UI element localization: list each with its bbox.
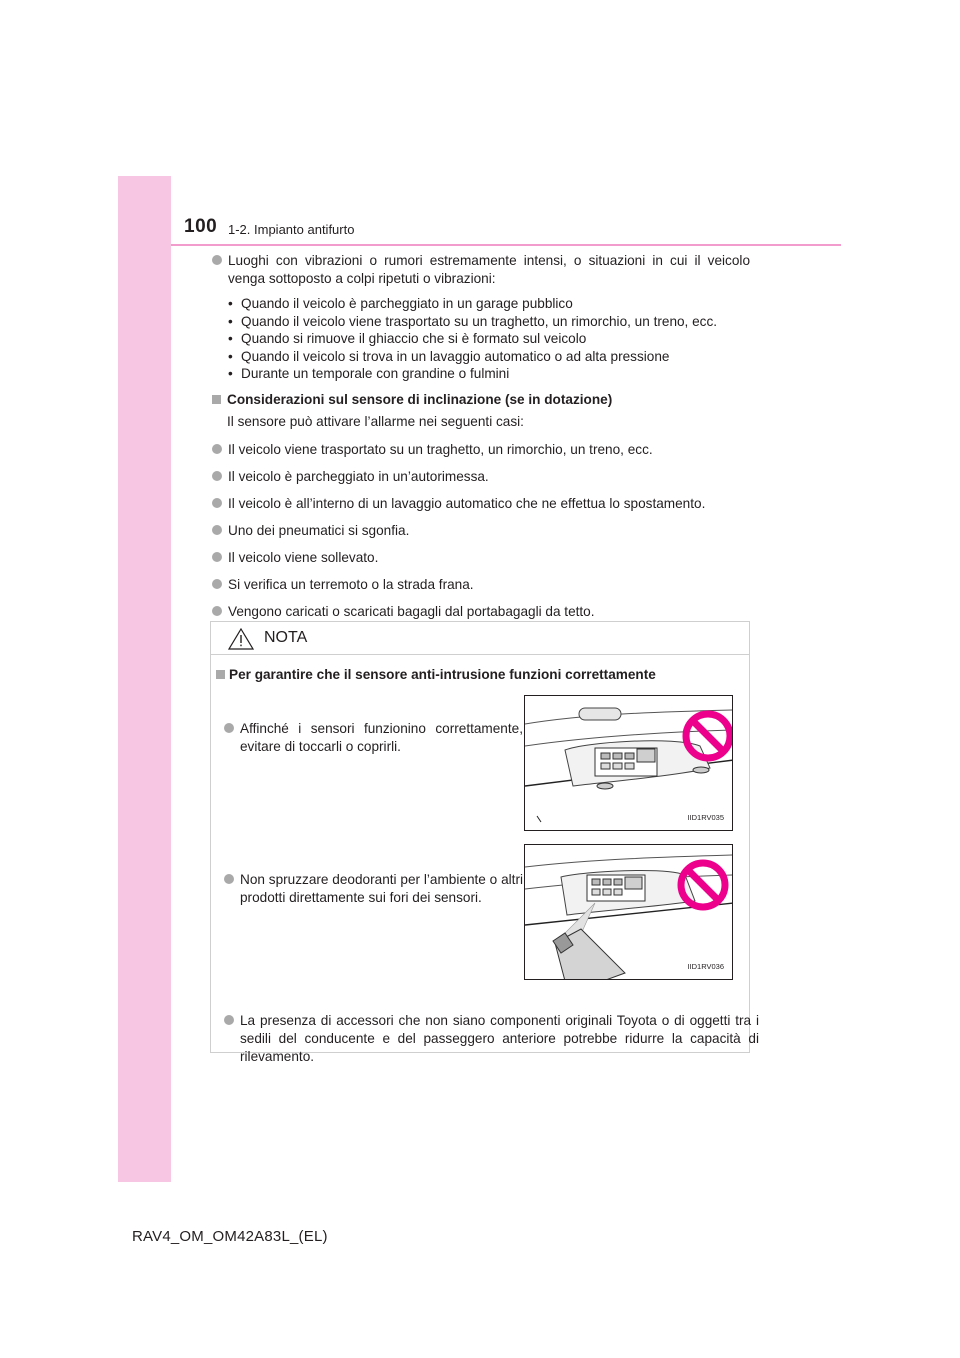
nota-box xyxy=(210,621,759,1064)
document-code: RAV4_OM_OM42A83L_(EL) xyxy=(132,1228,328,1245)
header-rule xyxy=(171,244,841,246)
list-item: Il veicolo è parcheggiato in un’autorimessa. xyxy=(212,468,750,486)
list-item: Non spruzzare deodoranti per l’ambiente o altri prodotti direttamente sui fori dei sensori. xyxy=(224,871,523,907)
list-item: Uno dei pneumatici si sgonfia. xyxy=(212,522,750,540)
sub-list-item: • Durante un temporale con grandine o fulmini xyxy=(228,365,750,383)
bullet-icon xyxy=(212,606,222,616)
sub-list xyxy=(228,295,750,383)
nota-body xyxy=(211,654,759,1064)
nota-heading: Per garantire che il sensore anti-intrusione funzioni correttamente xyxy=(216,666,749,684)
list-item: Luoghi con vibrazioni o rumori estremamente intensi, o situazioni in cui il veicolo venga sottoposto a colpi ripetuti o vibrazioni: xyxy=(212,252,750,288)
bullet-icon xyxy=(212,444,222,454)
tilt-sensor-intro: Il sensore può attivare l’allarme nei seguenti casi: xyxy=(227,413,524,429)
sub-list-item: • Quando il veicolo si trova in un lavaggio automatico o ad alta pressione xyxy=(228,348,750,366)
sub-list-item: • Quando il veicolo è parcheggiato in un garage pubblico xyxy=(228,295,750,313)
list-item: Il veicolo viene sollevato. xyxy=(212,549,750,567)
illustration-sensor-touch xyxy=(524,695,733,831)
list-item: Il veicolo è all’interno di un lavaggio automatico che ne effettua lo spostamento. xyxy=(212,495,750,513)
list-item: Il veicolo viene trasportato su un traghetto, un rimorchio, un treno, ecc. xyxy=(212,441,750,459)
square-bullet-icon xyxy=(212,395,221,404)
bullet-icon xyxy=(212,498,222,508)
list-item: Vengono caricati o scaricati bagagli dal portabagagli da tetto. xyxy=(212,603,750,621)
illustration-code: IID1RV035 xyxy=(687,813,724,822)
list-item: La presenza di accessori che non siano componenti originali Toyota o di oggetti tra i sedili del conducente e del passeggero anteriore potrebbe ridurre la capacità di rilevamento. xyxy=(224,1012,759,1066)
section-title: 1-2. Impianto antifurto xyxy=(228,222,355,237)
bullet-icon xyxy=(212,552,222,562)
warning-triangle-icon xyxy=(228,628,254,650)
main-content xyxy=(212,252,750,630)
illustration-no-spray xyxy=(524,844,733,980)
chapter-sidebar-tab xyxy=(118,176,171,1182)
sub-list-item: • Quando si rimuove il ghiaccio che si è formato sul veicolo xyxy=(228,330,750,348)
bullet-icon xyxy=(212,525,222,535)
square-bullet-icon xyxy=(216,670,225,679)
nota-title: NOTA xyxy=(264,629,308,646)
bullet-icon xyxy=(212,255,222,265)
sub-list-item: • Quando il veicolo viene trasportato su un traghetto, un rimorchio, un treno, ecc. xyxy=(228,313,750,331)
bullet-icon xyxy=(212,579,222,589)
list-item: Si verifica un terremoto o la strada frana. xyxy=(212,576,750,594)
illustration-code: IID1RV036 xyxy=(687,962,724,971)
nota-header xyxy=(211,622,749,655)
bullet-icon xyxy=(212,471,222,481)
page-number: 100 xyxy=(184,216,218,237)
tilt-sensor-heading: Considerazioni sul sensore di inclinazione (se in dotazione) xyxy=(212,391,750,409)
bullet-icon xyxy=(224,874,234,884)
list-item: Affinché i sensori funzionino correttamente, evitare di toccarli o coprirli. xyxy=(224,720,523,756)
bullet-icon xyxy=(224,1015,234,1025)
bullet-icon xyxy=(224,723,234,733)
